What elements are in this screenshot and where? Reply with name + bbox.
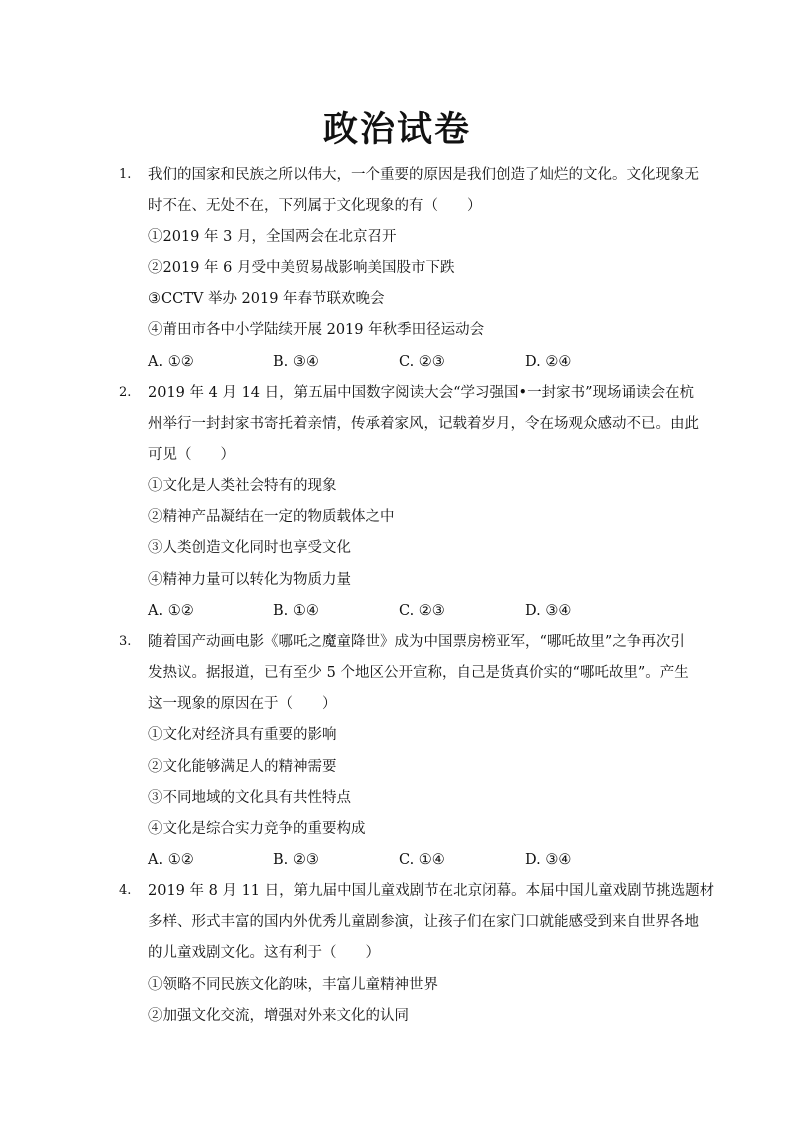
option-d: D. ③④ xyxy=(525,603,572,619)
question-stem-line: 多样、形式丰富的国内外优秀儿童剧参演，让孩子们在家门口就能感受到来自世界各地 xyxy=(148,914,699,930)
option-c: C. ②③ xyxy=(399,354,445,370)
statement: ④莆田市各中小学陆续开展 2019 年秋季田径运动会 xyxy=(148,322,485,338)
statement: ①领略不同民族文化韵味，丰富儿童精神世界 xyxy=(148,977,438,993)
question-stem-line: 2019 年 4 月 14 日，第五届中国数字阅读大会“学习强国•一封家书”现场诵读会在杭 xyxy=(148,385,694,401)
statement: ④精神力量可以转化为物质力量 xyxy=(148,572,351,588)
question-stem-line: 的儿童戏剧文化。这有利于（ ） xyxy=(148,945,380,961)
statement: ①2019 年 3 月，全国两会在北京召开 xyxy=(148,229,397,245)
question-stem-line: 这一现象的原因在于（ ） xyxy=(148,696,337,712)
question-stem-line: 发热议。据报道，已有至少 5 个地区公开宣称，自己是货真价实的“哪吒故里”。产生 xyxy=(148,665,689,681)
question-number: 1. xyxy=(119,167,132,182)
option-a: A. ①② xyxy=(148,852,194,868)
option-b: B. ③④ xyxy=(273,354,319,370)
option-d: D. ③④ xyxy=(525,852,572,868)
question-stem-line: 可见（ ） xyxy=(148,447,235,463)
statement: ①文化对经济具有重要的影响 xyxy=(148,727,337,743)
option-b: B. ①④ xyxy=(273,603,319,619)
statement: ②精神产品凝结在一定的物质载体之中 xyxy=(148,509,395,525)
statement: ②加强文化交流，增强对外来文化的认同 xyxy=(148,1008,409,1024)
option-b: B. ②③ xyxy=(273,852,319,868)
option-c: C. ①④ xyxy=(399,852,445,868)
question-stem-line: 我们的国家和民族之所以伟大，一个重要的原因是我们创造了灿烂的文化。文化现象无 xyxy=(148,167,699,183)
question-stem-line: 时不在、无处不在，下列属于文化现象的有（ ） xyxy=(148,198,482,214)
statement: ②2019 年 6 月受中美贸易战影响美国股市下跌 xyxy=(148,260,455,276)
statement: ③不同地域的文化具有共性特点 xyxy=(148,790,351,806)
statement: ③人类创造文化同时也享受文化 xyxy=(148,540,351,556)
option-d: D. ②④ xyxy=(525,354,572,370)
question-stem-line: 2019 年 8 月 11 日，第九届中国儿童戏剧节在北京闭幕。本届中国儿童戏剧节挑选题材 xyxy=(148,883,715,899)
question-stem-line: 州举行一封封家书寄托着亲情，传承着家风，记载着岁月，令在场观众感动不已。由此 xyxy=(148,416,699,432)
option-a: A. ①② xyxy=(148,354,194,370)
question-number: 4. xyxy=(119,883,132,898)
page-title: 政治试卷 xyxy=(322,109,471,150)
option-a: A. ①② xyxy=(148,603,194,619)
statement: ②文化能够满足人的精神需要 xyxy=(148,759,337,775)
statement: ④文化是综合实力竞争的重要构成 xyxy=(148,821,366,837)
statement: ③CCTV 举办 2019 年春节联欢晚会 xyxy=(148,291,385,307)
question-number: 2. xyxy=(119,385,132,400)
option-c: C. ②③ xyxy=(399,603,445,619)
statement: ①文化是人类社会特有的现象 xyxy=(148,478,337,494)
question-stem-line: 随着国产动画电影《哪吒之魔童降世》成为中国票房榜亚军，“哪吒故里”之争再次引 xyxy=(148,634,685,650)
question-number: 3. xyxy=(119,634,132,649)
